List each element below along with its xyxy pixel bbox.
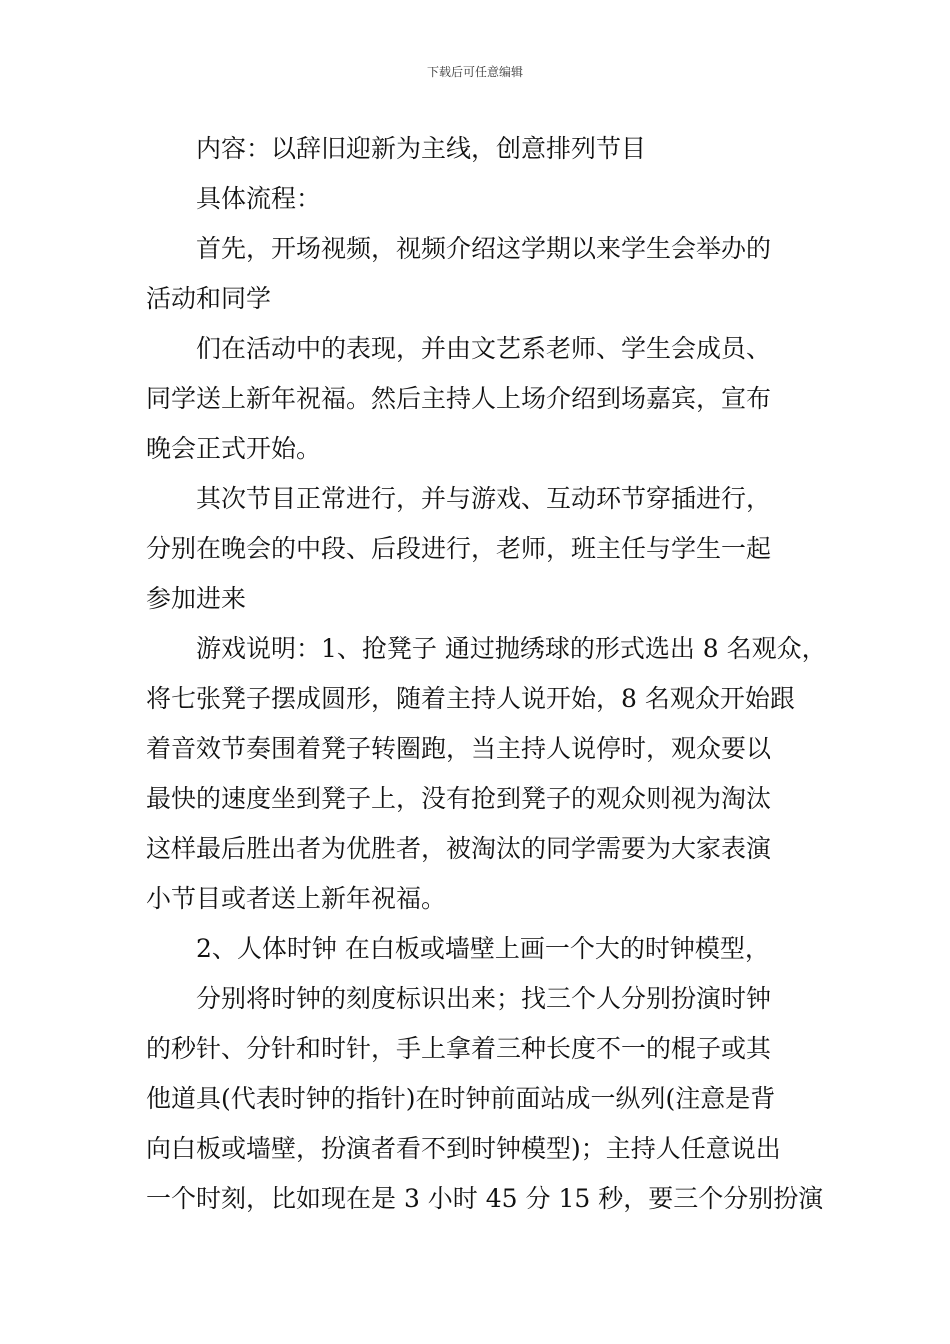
text-line: 向白板或墙壁，扮演者看不到时钟模型)；主持人任意说出 [146,1134,781,1163]
page-header: 下载后可任意编辑 [426,65,523,79]
paragraph-game-1 [146,624,827,924]
text-line: 分别将时钟的刻度标识出来；找三个人分别扮演时钟 [196,984,772,1013]
text-line: 们在活动中的表现，并由文艺系老师、学生会成员、 [196,334,772,363]
text-line: 着音效节奏围着凳子转圈跑，当主持人说停时，观众要以 [146,734,772,763]
paragraph-game-2-body [146,974,824,1224]
text-line: 的秒针、分针和时针，手上拿着三种长度不一的棍子或其 [146,1034,772,1063]
text-line: 参加进来 [146,584,247,613]
text-line: 一个时刻，比如现在是 3 小时 45 分 15 秒，要三个分别扮演 [146,1184,824,1213]
text-line: 将七张凳子摆成圆形，随着主持人说开始，8 名观众开始跟 [146,684,795,713]
text-line: 2、人体时钟 在白板或墙壁上画一个大的时钟模型， [196,934,770,963]
text-line: 内容：以辞旧迎新为主线，创意排列节目 [196,134,647,163]
text-line: 首先，开场视频，视频介绍这学期以来学生会举办的 [196,234,772,263]
paragraph-content [146,124,810,174]
text-line: 游戏说明：1、抢凳子 通过抛绣球的形式选出 8 名观众， [196,634,827,663]
paragraph-opening [146,224,810,324]
text-line: 这样最后胜出者为优胜者，被淘汰的同学需要为大家表演 [146,834,772,863]
text-line: 具体流程： [196,184,322,213]
document-body [146,124,827,1224]
text-line: 其次节目正常进行，并与游戏、互动环节穿插进行， [196,484,772,513]
paragraph-game-2-title [146,924,810,974]
text-line: 晚会正式开始。 [146,434,322,463]
text-line: 他道具(代表时钟的指针)在时钟前面站成一纵列(注意是背 [146,1084,776,1113]
paragraph-program [146,474,810,624]
text-line: 活动和同学 [146,284,272,313]
text-line: 最快的速度坐到凳子上，没有抢到凳子的观众则视为淘汰 [146,784,772,813]
paragraph-process [146,174,810,224]
text-line: 同学送上新年祝福。然后主持人上场介绍到场嘉宾，宣布 [146,384,772,413]
text-line: 小节目或者送上新年祝福。 [146,884,447,913]
text-line: 分别在晚会的中段、后段进行，老师，班主任与学生一起 [146,534,772,563]
paragraph-performance [146,324,810,474]
